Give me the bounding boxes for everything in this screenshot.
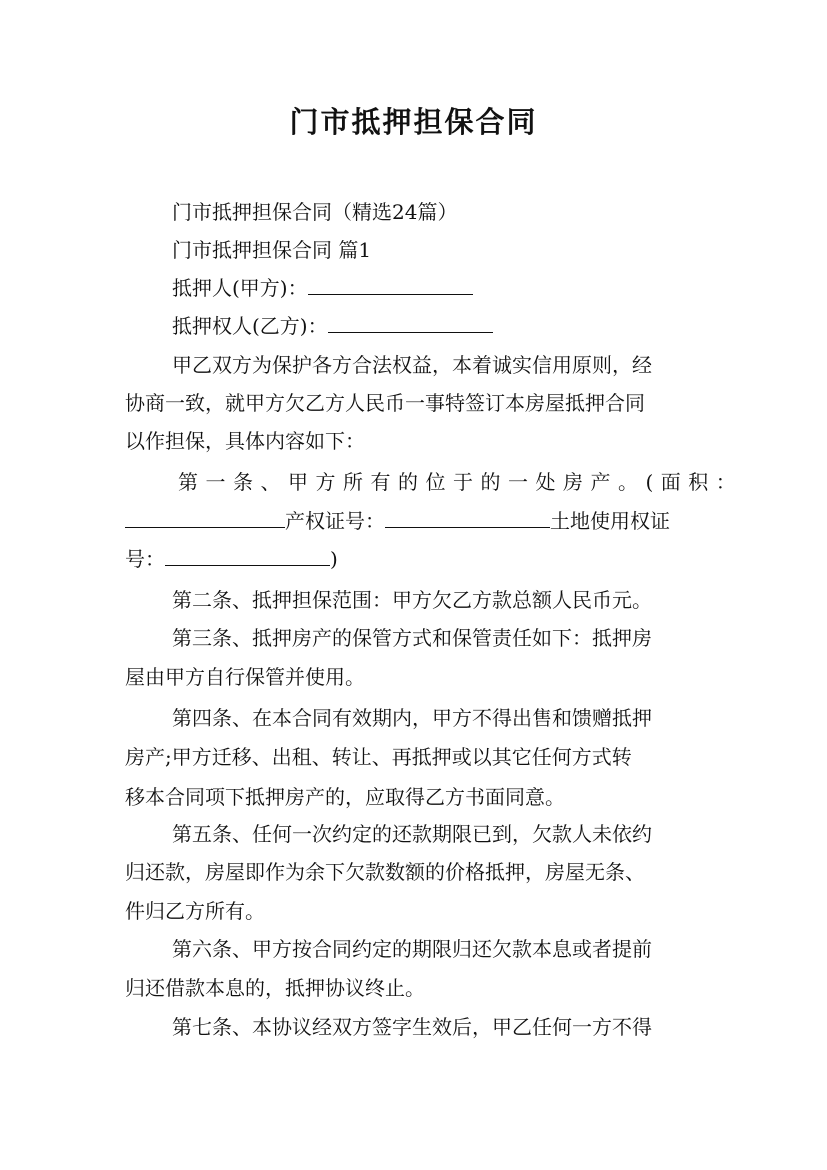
mortgagee-blank	[328, 314, 493, 333]
area-blank	[125, 509, 285, 528]
article5-line: 件归乙方所有。	[125, 899, 265, 923]
intro-line: 甲乙双方为保护各方合法权益，本着诚实信用原则，经	[172, 353, 652, 377]
article7-line: 第七条、本协议经双方签字生效后，甲乙任何一方不得	[172, 1015, 652, 1039]
article2-line: 第二条、抵押担保范围：甲方欠乙方款总额人民币元。	[172, 588, 652, 612]
mortgagor-label: 抵押人(甲方)：	[172, 276, 308, 300]
mortgagor-blank	[308, 276, 473, 295]
article1-line: 第一条、甲方所有的位于的一处房产。(面积：	[178, 470, 744, 494]
intro-line: 协商一致，就甲方欠乙方人民币一事特签订本房屋抵押合同	[125, 391, 645, 415]
article5-line: 归还款，房屋即作为余下欠款数额的价格抵押，房屋无条、	[125, 860, 645, 884]
article4-line: 房产;甲方迁移、出租、转让、再抵押或以其它任何方式转	[125, 745, 632, 769]
article1-line	[125, 547, 715, 571]
article4-line: 移本合同项下抵押房产的，应取得乙方书面同意。	[125, 785, 565, 809]
mortgagee-label: 抵押权人(乙方)：	[172, 314, 328, 338]
mortgagor-line	[172, 276, 712, 300]
land-label: 土地使用权证	[550, 509, 670, 533]
article6-line: 归还借款本息的，抵押协议终止。	[125, 976, 425, 1000]
intro-line: 以作担保，具体内容如下：	[125, 429, 365, 453]
land-cert-suffix: )	[330, 547, 338, 571]
article3-line: 屋由甲方自行保管并使用。	[125, 665, 365, 689]
article1-line	[125, 509, 715, 533]
article3-line: 第三条、抵押房产的保管方式和保管责任如下：抵押房	[172, 626, 652, 650]
section-heading: 门市抵押担保合同 篇1	[172, 238, 372, 262]
land-cert-blank	[165, 547, 330, 566]
land-cert-prefix: 号：	[125, 547, 165, 571]
article6-line: 第六条、甲方按合同约定的期限归还欠款本息或者提前	[172, 937, 652, 961]
article5-line: 第五条、任何一次约定的还款期限已到，欠款人未依约	[172, 822, 652, 846]
mortgagee-line	[172, 314, 712, 338]
article4-line: 第四条、在本合同有效期内，甲方不得出售和馈赠抵押	[172, 706, 652, 730]
cert-blank	[385, 509, 550, 528]
cert-label: 产权证号：	[285, 509, 385, 533]
document-subtitle: 门市抵押担保合同（精选24篇）	[172, 200, 458, 224]
document-title: 门市抵押担保合同	[289, 105, 538, 139]
